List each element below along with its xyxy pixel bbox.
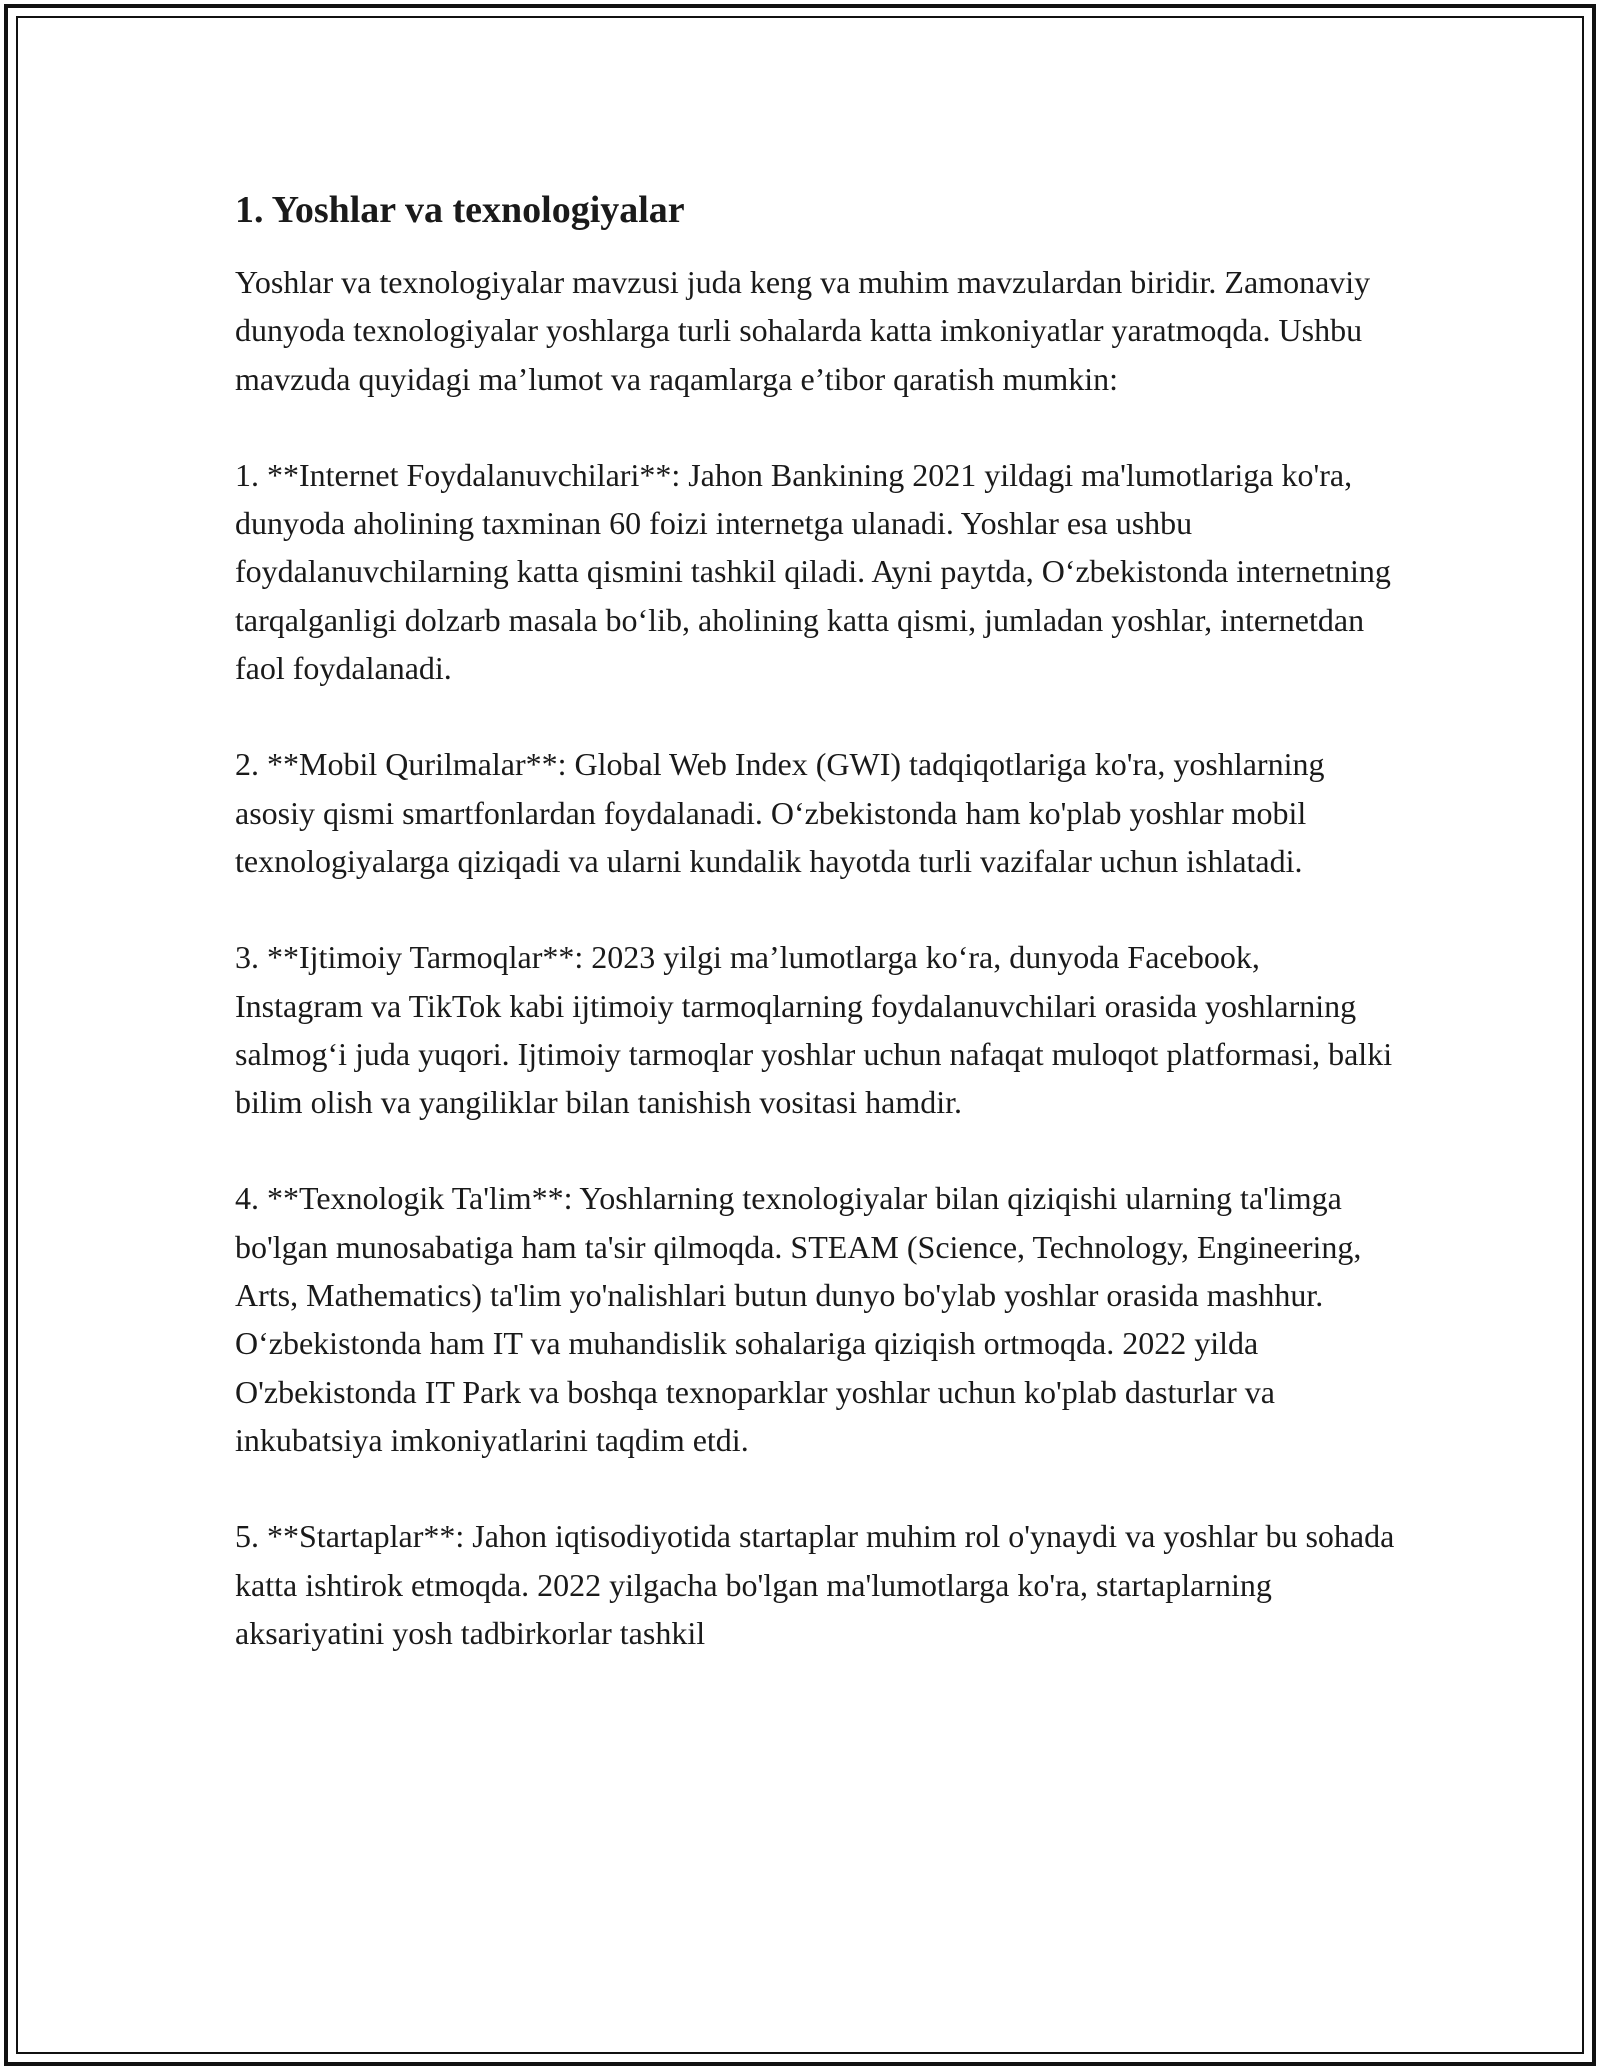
section-heading: 1. Yoshlar va texnologiyalar [235, 189, 685, 231]
document-body [235, 186, 1395, 1657]
paragraph-tech-education: 4. **Texnologik Ta'lim**: Yoshlarning texnologiyalar bilan qiziqishi ularning ta'limga bo'lgan munosabatiga ham ta'sir qilmoqda. STEAM (Science, Technology, Engineering, Arts, Mathematics) ta'lim yo'nalishlari butun dunyo bo'ylab yoshlar orasida mashhur. O‘zbekistonda ham IT va muhandislik sohalariga qiziqish ortmoqda. 2022 yilda O'zbekistonda IT Park va boshqa texnoparklar yoshlar uchun ko'plab dasturlar va inkubatsiya imkoniyatlarini taqdim etdi. [235, 1180, 1362, 1458]
intro-paragraph: Yoshlar va texnologiyalar mavzusi juda keng va muhim mavzulardan biridir. Zamonaviy dunyoda texnologiyalar yoshlarga turli sohalarda katta imkoniyatlar yaratmoqda. Ushbu mavzuda quyidagi ma’lumot va raqamlarga e’tibor qaratish mumkin: [235, 264, 1371, 397]
paragraph-social-networks: 3. **Ijtimoiy Tarmoqlar**: 2023 yilgi ma’lumotlarga ko‘ra, dunyoda Facebook, Instagram va TikTok kabi ijtimoiy tarmoqlarning foydalanuvchilari orasida yoshlarning salmog‘i juda yuqori. Ijtimoiy tarmoqlar yoshlar uchun nafaqat muloqot platformasi, balki bilim olish va yangiliklar bilan tanishish vositasi hamdir. [235, 939, 1393, 1121]
paragraph-internet-users: 1. **Internet Foydalanuvchilari**: Jahon Bankining 2021 yildagi ma'lumotlariga ko'ra, dunyoda aholining taxminan 60 foizi internetga ulanadi. Yoshlar esa ushbu foydalanuvchilarning katta qismini tashkil qiladi. Ayni paytda, O‘zbekistonda internetning tarqalganligi dolzarb masala bo‘lib, aholining katta qismi, jumladan yoshlar, internetdan faol foydalanadi. [235, 456, 1391, 687]
paragraph-startups: 5. **Startaplar**: Jahon iqtisodiyotida startaplar muhim rol o'ynaydi va yoshlar bu sohada katta ishtirok etmoqda. 2022 yilgacha bo'lgan ma'lumotlarga ko'ra, startaplarning aksariyatini yosh tadbirkorlar tashkil [235, 1518, 1395, 1651]
paragraph-mobile-devices: 2. **Mobil Qurilmalar**: Global Web Index (GWI) tadqiqotlariga ko'ra, yoshlarning asosiy qismi smartfonlardan foydalanadi. O‘zbekistonda ham ko'plab yoshlar mobil texnologiyalarga qiziqadi va ularni kundalik hayotda turli vazifalar uchun ishlatadi. [235, 746, 1325, 879]
